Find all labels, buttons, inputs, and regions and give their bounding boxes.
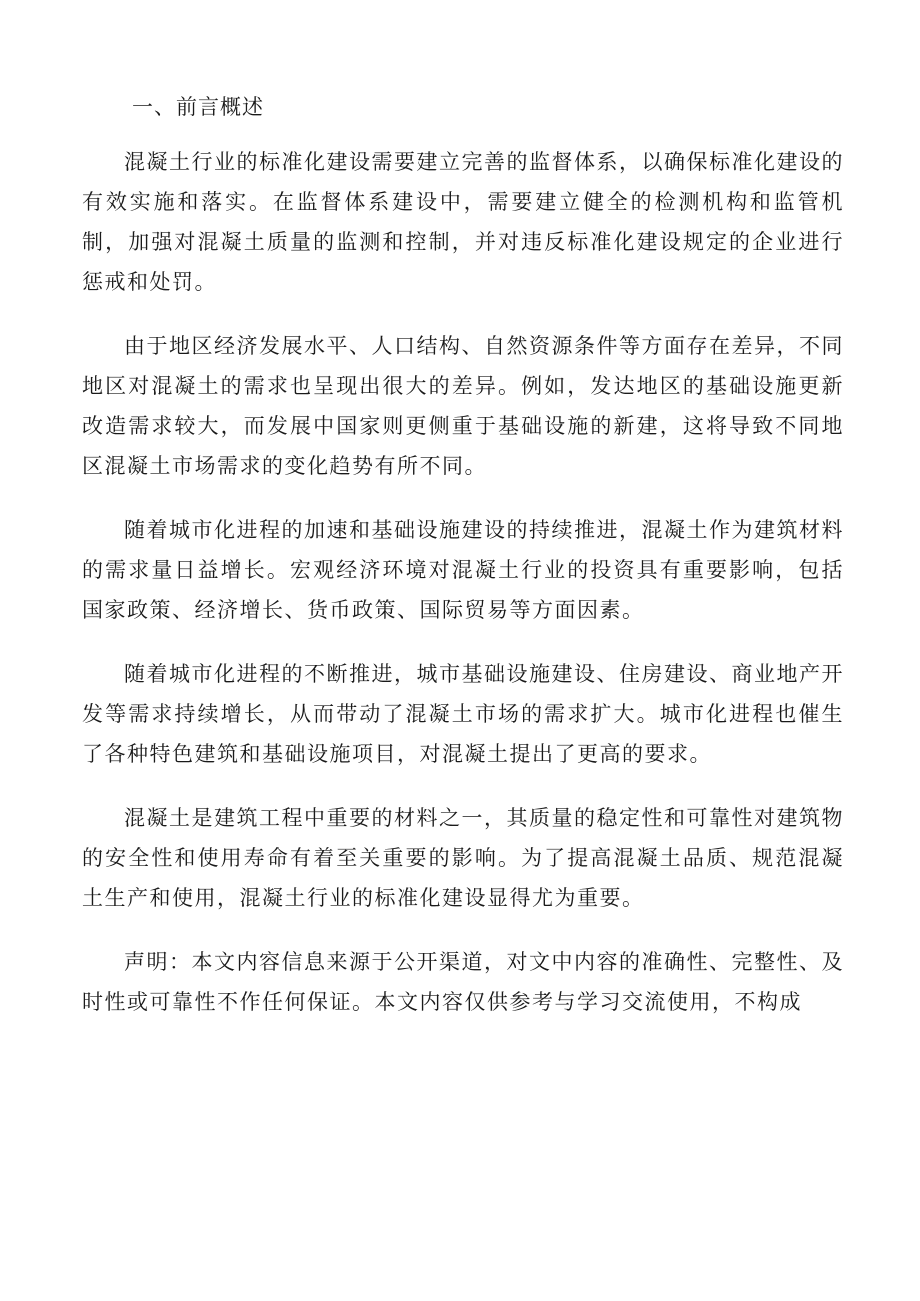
section-heading: 一、前言概述: [132, 95, 264, 119]
paragraph-regional-differences: 由于地区经济发展水平、人口结构、自然资源条件等方面存在差异，不同地区对混凝土的需求也呈现出很大的差异。例如，发达地区的基础设施更新改造需求较大，而发展中国家则更侧重于基础设施的新建，这将导致不同地区混凝土市场需求的变化趋势有所不同。: [82, 334, 844, 478]
paragraph-urban-infrastructure: 随着城市化进程的不断推进，城市基础设施建设、住房建设、商业地产开发等需求持续增长，从而带动了混凝土市场的需求扩大。城市化进程也催生了各种特色建筑和基础设施项目，对混凝土提出了更高的要求。: [82, 662, 844, 766]
paragraph-quality-importance: 混凝土是建筑工程中重要的材料之一，其质量的稳定性和可靠性对建筑物的安全性和使用寿命有着至关重要的影响。为了提高混凝土品质、规范混凝土生产和使用，混凝土行业的标准化建设显得尤为重要。: [82, 806, 844, 910]
paragraph-supervision-system: 混凝土行业的标准化建设需要建立完善的监督体系，以确保标准化建设的有效实施和落实。在监督体系建设中，需要建立健全的检测机构和监管机制，加强对混凝土质量的监测和控制，并对违反标准化建设规定的企业进行惩戒和处罚。: [82, 150, 844, 294]
paragraph-urbanization-demand: 随着城市化进程的加速和基础设施建设的持续推进，混凝土作为建筑材料的需求量日益增长。宏观经济环境对混凝土行业的投资具有重要影响，包括国家政策、经济增长、货币政策、国际贸易等方面因素。: [82, 518, 844, 622]
paragraph-disclaimer: 声明：本文内容信息来源于公开渠道，对文中内容的准确性、完整性、及时性或可靠性不作任何保证。本文内容仅供参考与学习交流使用，不构成: [82, 950, 844, 1014]
